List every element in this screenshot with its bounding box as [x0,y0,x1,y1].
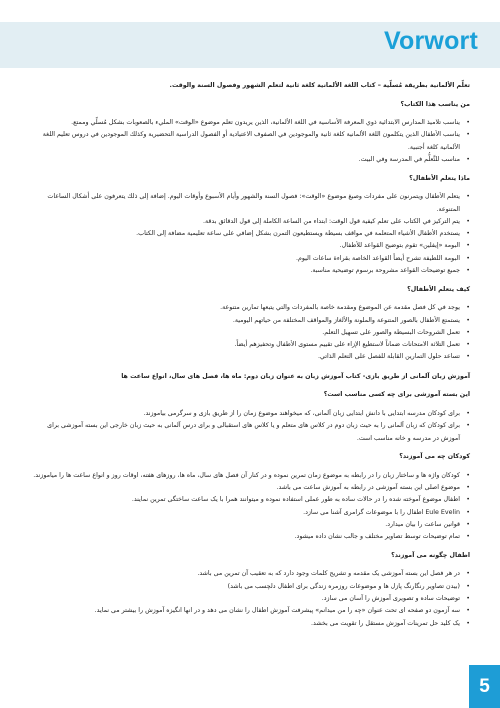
list-item: • مناسب للتَّعلُّم في المدرسة وفي البيت. [30,154,470,166]
list-item: • کودکان واژه ها و ساختار زبان را در رابطه به موضوع زمان تمرین نموده و در کنار آن فصل های سال، ماه ها، روزهای هفته، اوقات روز و انواع ساعت ها را میاموزند. [30,470,470,482]
list-item: • تساعد حلول التمارين القابلة للفصل على التعلم الذاتي. [30,351,470,363]
persian-intro-title: آموزش زبان آلمانی از طریق بازی- کتاب آموزش زبان به عنوان زبان دوم: ماه ها، فصل های سال، انواع ساعت ها [121,372,470,380]
list-item: • يستمتع الأطفال بالصور المتنوعة والملونة والألغاز والمواقف المختلفة من حياتهم اليومية. [30,315,470,327]
list-item: • اطفال موضوع آموخته شده را در حالات ساده به طور عملی استفاده نموده و میتوانند همرا با یک ساعت ساختگی تمرین نمایند. [30,494,470,506]
persian-heading-how: اطفال چگونه می آموزند؟ [391,551,470,559]
list-item: • تمام توضیحات توسط تصاویر مختلف و جالب نشان داده میشود. [30,531,470,543]
list-item: • توضیحات ساده و تصویری آموزش را آسان می سازد. [30,593,470,605]
list-item: • يستخدم الأطفال الأشياء المتعلمة في مواقف بسيطة ويستطيعون التمرن بشكل إضافي على ساعة تعليمية مضافة إلى الكتاب. [30,228,470,240]
list-item: • تعمل الشروحات البسيطة والصور على تسهيل التعلم. [30,327,470,339]
arabic-heading-what: ماذا يتعلم الأطفال؟ [409,174,470,182]
list-item: • برای کودکان مدرسه ابتدایی با دانش ابتدایی زبان آلمانی، که میخواهند موضوع زمان را از طریق بازی و سرگرمی بیاموزند. [30,408,470,420]
page-header [0,22,500,68]
list-item: • البومة اللطيفة تشرح أيضاً القواعد الخاصة بقراءة ساعات اليوم. [30,253,470,265]
page-number: 5 [479,675,490,697]
list-item: • Eule Evelin اطفال را با موضوعات گرامری آشنا می سازد. [30,507,470,519]
preface-content [30,80,470,630]
persian-heading-what: کودکان چه می آموزند؟ [399,453,470,461]
list-item: • یک کلید حل تمرینات آموزش مستقل را تقویت می بخشد. [30,618,470,630]
list-item: • (بیدن تصاویر رنگارنگ پازل ها و موضوعات روزمره زندگی برای اطفال دلچسب می باشد) [30,581,470,593]
page-number-badge [469,665,500,708]
list-item: • يتم التركيز في الكتاب على تعلم كيفية قول الوقت: ابتداء من الساعة الكاملة إلى قول الدقائق بدقة. [30,216,470,228]
list-item: • برای کودکان که زبان آلمانی را به حیث زبان دوم در کلاس های متعلم و یا کلاس های استقبالی و برای درس آلمانی به حیث زبان خارجی این بسته آموزشی برای آموزش در مدرسه و خانه مناسب است. [30,420,470,445]
list-item: • موضوع اصلی این بسته آموزشی در رابطه به آموزش ساعت می باشد. [30,482,470,494]
list-item: • تعمل التلاثة الامتحانات ضماناً لاستطيع الإزاء على تقييم مستوى الأطفال وتحفيزهم أيضاً. [30,339,470,351]
list-item: • قوانین ساعت را بیان میدارد. [30,519,470,531]
list-item: • سه آزمون دو صفحه ای تحت عنوان «چه را من میدانم» پیشرفت آموزش اطفال را نشان می دهد و در انها انگیزه آموزش را بیشتر می نماید. [30,605,470,617]
page-title: Vorwort [384,27,478,55]
list-item: • يناسب تلاميذ المدارس الابتدائية ذوي المعرفة الأساسية في اللغة الألمانية، الذين يريدون تعلم موضوع «الوقت» المليء بالصعوبات بشكل مُسلّي وممتع. [30,117,470,129]
list-item: • جميع توضيحات القواعد مشروحة برسوم توضيحية مناسبة. [30,265,470,277]
list-item: • يناسب الأطفال الذين يتكلمون اللغة الألمانية كلغة ثانية والموجودين في الصفوف الاعتيادية أو الفصول الدراسية التحضيرية وكذلك الموجودين في دروس تعليم اللغة الألمانية كلغة أجنبية. [30,129,470,154]
list-item: • البومة «إيفلين» تقوم بتوضيح القواعد للأطفال. [30,240,470,252]
section-gap [30,364,470,371]
arabic-heading-who: من يناسب هذا الكتاب؟ [400,100,470,108]
arabic-heading-how: كيف يتعلم الأطفال؟ [407,285,470,293]
arabic-intro-title: تعلّم الألمانية بطريقة مُسلّية – كتاب اللغة الألمانية كلغة ثانية لتعلم الشهور وفصول السنة والوقت. [169,82,470,89]
list-item: • در هر فصل این بسته آموزشی یک مقدمه و تشریح کلمات وجود دارد که به تعقیب آن تمرین می باشد. [30,568,470,580]
persian-heading-who: این بسته آموزشی برای چه کسی مناسب است؟ [323,391,470,399]
list-item: • يوجد في كل فصل مقدمة عن الموضوع ومقدمة خاصة بالمفردات والتي يتبعها تمارين متنوعة. [30,302,470,314]
list-item: • يتعلم الأطفال ويتمرنون على مفردات وصيغ موضوع «الوقت»: فصول السنة والشهور وأيام الأسبوع وأوقات اليوم. إضافة إلى ذلك يتعرفون على أشكال الساعات المتنوعة. [30,191,470,216]
